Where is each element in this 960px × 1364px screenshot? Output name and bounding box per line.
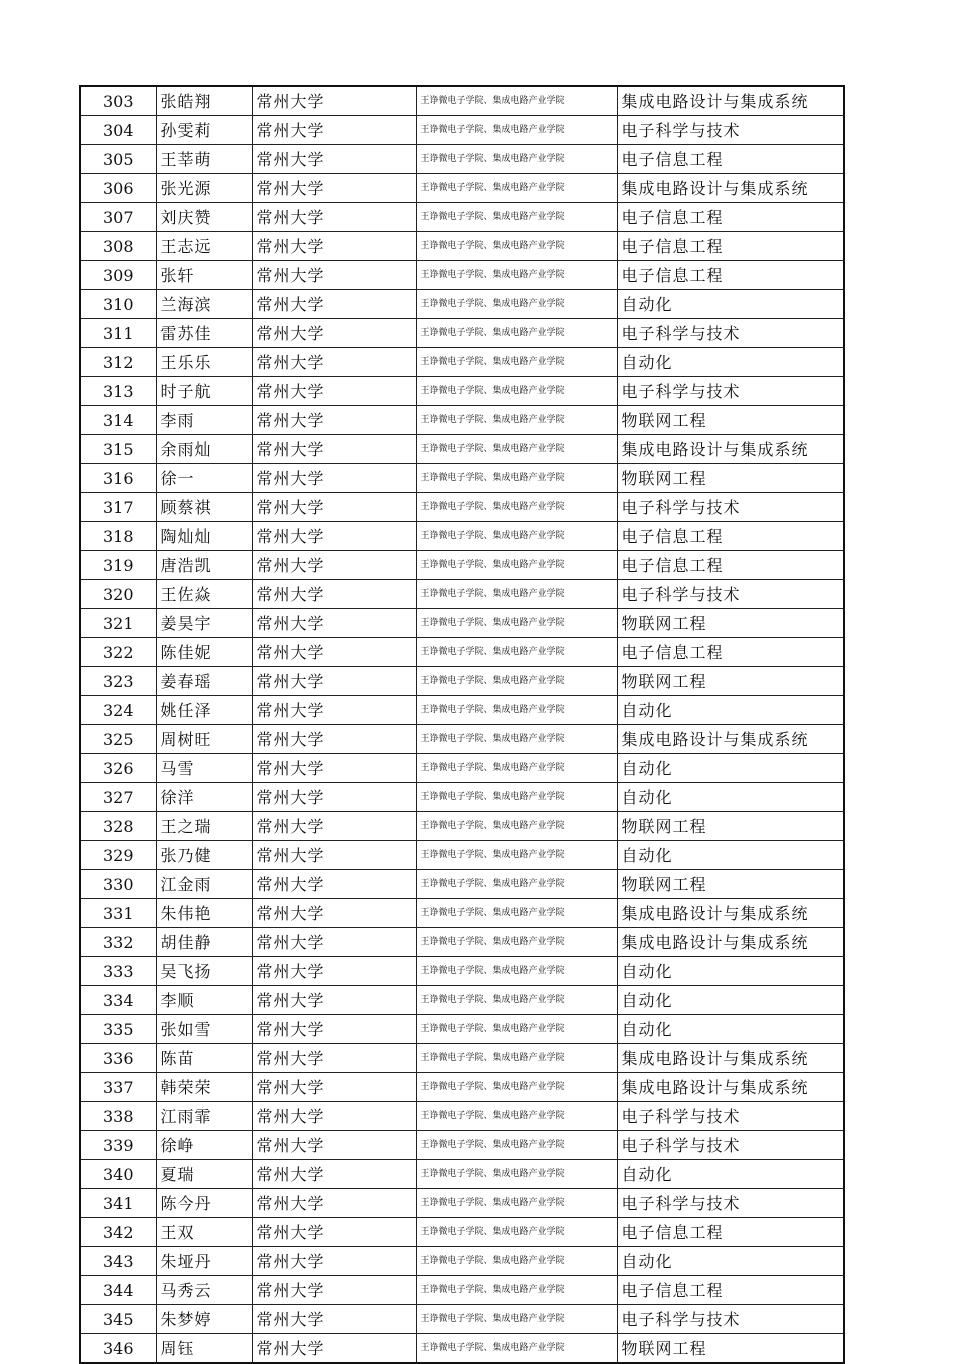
college-cell: 王诤微电子学院、集成电路产业学院 <box>416 1189 617 1218</box>
table-row <box>80 1102 844 1131</box>
table-row <box>80 1015 844 1044</box>
student-name-cell: 陈今丹 <box>156 1189 252 1218</box>
table-row <box>80 725 844 754</box>
student-name-cell: 孙雯莉 <box>156 116 252 145</box>
major-cell: 电子科学与技术 <box>617 319 844 348</box>
table-row <box>80 232 844 261</box>
student-name-cell: 陈苗 <box>156 1044 252 1073</box>
student-name-cell: 吴飞扬 <box>156 957 252 986</box>
university-cell: 常州大学 <box>252 1044 416 1073</box>
table-row <box>80 580 844 609</box>
major-cell: 集成电路设计与集成系统 <box>617 1073 844 1102</box>
university-cell: 常州大学 <box>252 145 416 174</box>
major-cell: 电子信息工程 <box>617 145 844 174</box>
student-name-cell: 陶灿灿 <box>156 522 252 551</box>
college-cell: 王诤微电子学院、集成电路产业学院 <box>416 1276 617 1305</box>
college-cell: 王诤微电子学院、集成电路产业学院 <box>416 957 617 986</box>
table-row <box>80 1276 844 1305</box>
college-cell: 王诤微电子学院、集成电路产业学院 <box>416 377 617 406</box>
major-cell: 自动化 <box>617 1247 844 1276</box>
college-cell: 王诤微电子学院、集成电路产业学院 <box>416 1305 617 1334</box>
student-name-cell: 张光源 <box>156 174 252 203</box>
university-cell: 常州大学 <box>252 841 416 870</box>
row-number-cell: 315 <box>80 435 156 464</box>
major-cell: 集成电路设计与集成系统 <box>617 435 844 464</box>
college-cell: 王诤微电子学院、集成电路产业学院 <box>416 232 617 261</box>
table-row <box>80 1189 844 1218</box>
college-cell: 王诤微电子学院、集成电路产业学院 <box>416 116 617 145</box>
student-name-cell: 马雪 <box>156 754 252 783</box>
row-number-cell: 344 <box>80 1276 156 1305</box>
university-cell: 常州大学 <box>252 86 416 116</box>
student-name-cell: 兰海滨 <box>156 290 252 319</box>
college-cell: 王诤微电子学院、集成电路产业学院 <box>416 493 617 522</box>
major-cell: 自动化 <box>617 986 844 1015</box>
major-cell: 集成电路设计与集成系统 <box>617 1044 844 1073</box>
table-row <box>80 783 844 812</box>
table-row <box>80 1218 844 1247</box>
college-cell: 王诤微电子学院、集成电路产业学院 <box>416 522 617 551</box>
row-number-cell: 311 <box>80 319 156 348</box>
student-name-cell: 王双 <box>156 1218 252 1247</box>
college-cell: 王诤微电子学院、集成电路产业学院 <box>416 696 617 725</box>
university-cell: 常州大学 <box>252 667 416 696</box>
university-cell: 常州大学 <box>252 986 416 1015</box>
university-cell: 常州大学 <box>252 1334 416 1364</box>
row-number-cell: 320 <box>80 580 156 609</box>
major-cell: 自动化 <box>617 754 844 783</box>
major-cell: 物联网工程 <box>617 667 844 696</box>
major-cell: 电子信息工程 <box>617 551 844 580</box>
major-cell: 集成电路设计与集成系统 <box>617 174 844 203</box>
major-cell: 电子信息工程 <box>617 232 844 261</box>
table-row <box>80 841 844 870</box>
university-cell: 常州大学 <box>252 406 416 435</box>
row-number-cell: 326 <box>80 754 156 783</box>
row-number-cell: 330 <box>80 870 156 899</box>
major-cell: 电子科学与技术 <box>617 1131 844 1160</box>
row-number-cell: 323 <box>80 667 156 696</box>
student-name-cell: 李顺 <box>156 986 252 1015</box>
student-name-cell: 朱梦婷 <box>156 1305 252 1334</box>
college-cell: 王诤微电子学院、集成电路产业学院 <box>416 1160 617 1189</box>
table-row <box>80 609 844 638</box>
student-name-cell: 周树旺 <box>156 725 252 754</box>
table-row <box>80 1044 844 1073</box>
university-cell: 常州大学 <box>252 1102 416 1131</box>
table-row <box>80 1073 844 1102</box>
row-number-cell: 303 <box>80 86 156 116</box>
table-row <box>80 406 844 435</box>
table-row <box>80 638 844 667</box>
university-cell: 常州大学 <box>252 696 416 725</box>
student-name-cell: 马秀云 <box>156 1276 252 1305</box>
major-cell: 电子科学与技术 <box>617 116 844 145</box>
student-name-cell: 朱伟艳 <box>156 899 252 928</box>
college-cell: 王诤微电子学院、集成电路产业学院 <box>416 928 617 957</box>
student-name-cell: 王之瑞 <box>156 812 252 841</box>
college-cell: 王诤微电子学院、集成电路产业学院 <box>416 1247 617 1276</box>
table-row <box>80 899 844 928</box>
university-cell: 常州大学 <box>252 203 416 232</box>
major-cell: 电子信息工程 <box>617 261 844 290</box>
table-row <box>80 377 844 406</box>
table-row <box>80 928 844 957</box>
table-row <box>80 812 844 841</box>
row-number-cell: 336 <box>80 1044 156 1073</box>
row-number-cell: 341 <box>80 1189 156 1218</box>
row-number-cell: 332 <box>80 928 156 957</box>
college-cell: 王诤微电子学院、集成电路产业学院 <box>416 841 617 870</box>
university-cell: 常州大学 <box>252 174 416 203</box>
table-row <box>80 1334 844 1364</box>
row-number-cell: 325 <box>80 725 156 754</box>
student-name-cell: 徐峥 <box>156 1131 252 1160</box>
university-cell: 常州大学 <box>252 435 416 464</box>
university-cell: 常州大学 <box>252 522 416 551</box>
table-row <box>80 261 844 290</box>
row-number-cell: 314 <box>80 406 156 435</box>
row-number-cell: 327 <box>80 783 156 812</box>
table-row <box>80 464 844 493</box>
university-cell: 常州大学 <box>252 928 416 957</box>
college-cell: 王诤微电子学院、集成电路产业学院 <box>416 145 617 174</box>
college-cell: 王诤微电子学院、集成电路产业学院 <box>416 406 617 435</box>
university-cell: 常州大学 <box>252 319 416 348</box>
student-name-cell: 姚任泽 <box>156 696 252 725</box>
row-number-cell: 307 <box>80 203 156 232</box>
student-name-cell: 雷苏佳 <box>156 319 252 348</box>
university-cell: 常州大学 <box>252 1160 416 1189</box>
student-name-cell: 唐浩凯 <box>156 551 252 580</box>
university-cell: 常州大学 <box>252 261 416 290</box>
student-name-cell: 姜春瑶 <box>156 667 252 696</box>
major-cell: 物联网工程 <box>617 406 844 435</box>
college-cell: 王诤微电子学院、集成电路产业学院 <box>416 261 617 290</box>
university-cell: 常州大学 <box>252 783 416 812</box>
university-cell: 常州大学 <box>252 232 416 261</box>
university-cell: 常州大学 <box>252 1015 416 1044</box>
row-number-cell: 338 <box>80 1102 156 1131</box>
student-name-cell: 江金雨 <box>156 870 252 899</box>
university-cell: 常州大学 <box>252 377 416 406</box>
university-cell: 常州大学 <box>252 1305 416 1334</box>
row-number-cell: 343 <box>80 1247 156 1276</box>
table-row <box>80 203 844 232</box>
university-cell: 常州大学 <box>252 290 416 319</box>
table-row <box>80 870 844 899</box>
major-cell: 物联网工程 <box>617 609 844 638</box>
student-name-cell: 张如雪 <box>156 1015 252 1044</box>
row-number-cell: 342 <box>80 1218 156 1247</box>
university-cell: 常州大学 <box>252 551 416 580</box>
major-cell: 自动化 <box>617 348 844 377</box>
row-number-cell: 319 <box>80 551 156 580</box>
university-cell: 常州大学 <box>252 116 416 145</box>
table-row <box>80 551 844 580</box>
university-cell: 常州大学 <box>252 957 416 986</box>
college-cell: 王诤微电子学院、集成电路产业学院 <box>416 174 617 203</box>
table-row <box>80 986 844 1015</box>
university-cell: 常州大学 <box>252 1218 416 1247</box>
student-name-cell: 王志远 <box>156 232 252 261</box>
college-cell: 王诤微电子学院、集成电路产业学院 <box>416 899 617 928</box>
university-cell: 常州大学 <box>252 1276 416 1305</box>
university-cell: 常州大学 <box>252 580 416 609</box>
student-name-cell: 朱垭丹 <box>156 1247 252 1276</box>
student-name-cell: 夏瑞 <box>156 1160 252 1189</box>
table-row <box>80 754 844 783</box>
major-cell: 物联网工程 <box>617 1334 844 1364</box>
college-cell: 王诤微电子学院、集成电路产业学院 <box>416 1334 617 1364</box>
major-cell: 自动化 <box>617 696 844 725</box>
college-cell: 王诤微电子学院、集成电路产业学院 <box>416 667 617 696</box>
college-cell: 王诤微电子学院、集成电路产业学院 <box>416 870 617 899</box>
table-row <box>80 348 844 377</box>
row-number-cell: 321 <box>80 609 156 638</box>
major-cell: 电子信息工程 <box>617 1218 844 1247</box>
university-cell: 常州大学 <box>252 1073 416 1102</box>
major-cell: 电子信息工程 <box>617 638 844 667</box>
row-number-cell: 337 <box>80 1073 156 1102</box>
university-cell: 常州大学 <box>252 493 416 522</box>
major-cell: 电子科学与技术 <box>617 1305 844 1334</box>
university-cell: 常州大学 <box>252 1131 416 1160</box>
college-cell: 王诤微电子学院、集成电路产业学院 <box>416 1015 617 1044</box>
major-cell: 集成电路设计与集成系统 <box>617 86 844 116</box>
college-cell: 王诤微电子学院、集成电路产业学院 <box>416 986 617 1015</box>
table-row <box>80 1160 844 1189</box>
row-number-cell: 328 <box>80 812 156 841</box>
college-cell: 王诤微电子学院、集成电路产业学院 <box>416 812 617 841</box>
row-number-cell: 335 <box>80 1015 156 1044</box>
college-cell: 王诤微电子学院、集成电路产业学院 <box>416 1073 617 1102</box>
row-number-cell: 333 <box>80 957 156 986</box>
major-cell: 自动化 <box>617 783 844 812</box>
university-cell: 常州大学 <box>252 899 416 928</box>
college-cell: 王诤微电子学院、集成电路产业学院 <box>416 1102 617 1131</box>
table-row <box>80 174 844 203</box>
university-cell: 常州大学 <box>252 1189 416 1218</box>
major-cell: 电子科学与技术 <box>617 580 844 609</box>
major-cell: 物联网工程 <box>617 464 844 493</box>
row-number-cell: 313 <box>80 377 156 406</box>
row-number-cell: 309 <box>80 261 156 290</box>
row-number-cell: 317 <box>80 493 156 522</box>
table-row <box>80 1131 844 1160</box>
major-cell: 自动化 <box>617 841 844 870</box>
student-name-cell: 周钰 <box>156 1334 252 1364</box>
row-number-cell: 324 <box>80 696 156 725</box>
major-cell: 物联网工程 <box>617 812 844 841</box>
college-cell: 王诤微电子学院、集成电路产业学院 <box>416 783 617 812</box>
student-name-cell: 张轩 <box>156 261 252 290</box>
major-cell: 自动化 <box>617 1160 844 1189</box>
student-name-cell: 张乃健 <box>156 841 252 870</box>
table-body <box>80 86 844 1363</box>
row-number-cell: 345 <box>80 1305 156 1334</box>
table-row <box>80 1305 844 1334</box>
student-name-cell: 胡佳静 <box>156 928 252 957</box>
student-list-table <box>79 85 845 1364</box>
row-number-cell: 329 <box>80 841 156 870</box>
student-name-cell: 徐一 <box>156 464 252 493</box>
row-number-cell: 312 <box>80 348 156 377</box>
table-row <box>80 957 844 986</box>
row-number-cell: 339 <box>80 1131 156 1160</box>
university-cell: 常州大学 <box>252 609 416 638</box>
major-cell: 电子科学与技术 <box>617 493 844 522</box>
university-cell: 常州大学 <box>252 812 416 841</box>
college-cell: 王诤微电子学院、集成电路产业学院 <box>416 464 617 493</box>
row-number-cell: 334 <box>80 986 156 1015</box>
major-cell: 集成电路设计与集成系统 <box>617 928 844 957</box>
college-cell: 王诤微电子学院、集成电路产业学院 <box>416 1131 617 1160</box>
university-cell: 常州大学 <box>252 725 416 754</box>
student-name-cell: 顾蔡祺 <box>156 493 252 522</box>
row-number-cell: 316 <box>80 464 156 493</box>
table-row <box>80 667 844 696</box>
table-row <box>80 435 844 464</box>
major-cell: 电子科学与技术 <box>617 377 844 406</box>
college-cell: 王诤微电子学院、集成电路产业学院 <box>416 86 617 116</box>
student-name-cell: 王乐乐 <box>156 348 252 377</box>
student-name-cell: 时子航 <box>156 377 252 406</box>
college-cell: 王诤微电子学院、集成电路产业学院 <box>416 551 617 580</box>
student-name-cell: 王莘萌 <box>156 145 252 174</box>
row-number-cell: 346 <box>80 1334 156 1364</box>
student-name-cell: 韩荣荣 <box>156 1073 252 1102</box>
university-cell: 常州大学 <box>252 870 416 899</box>
major-cell: 电子信息工程 <box>617 522 844 551</box>
university-cell: 常州大学 <box>252 754 416 783</box>
table-row <box>80 696 844 725</box>
major-cell: 自动化 <box>617 1015 844 1044</box>
college-cell: 王诤微电子学院、集成电路产业学院 <box>416 1044 617 1073</box>
row-number-cell: 306 <box>80 174 156 203</box>
college-cell: 王诤微电子学院、集成电路产业学院 <box>416 725 617 754</box>
student-name-cell: 陈佳妮 <box>156 638 252 667</box>
major-cell: 自动化 <box>617 290 844 319</box>
student-name-cell: 徐洋 <box>156 783 252 812</box>
row-number-cell: 304 <box>80 116 156 145</box>
student-name-cell: 王佐焱 <box>156 580 252 609</box>
university-cell: 常州大学 <box>252 1247 416 1276</box>
college-cell: 王诤微电子学院、集成电路产业学院 <box>416 348 617 377</box>
major-cell: 电子科学与技术 <box>617 1189 844 1218</box>
row-number-cell: 331 <box>80 899 156 928</box>
student-name-cell: 余雨灿 <box>156 435 252 464</box>
table-row <box>80 116 844 145</box>
major-cell: 物联网工程 <box>617 870 844 899</box>
table-row <box>80 493 844 522</box>
row-number-cell: 305 <box>80 145 156 174</box>
student-name-cell: 姜昊宇 <box>156 609 252 638</box>
student-list-table-container <box>79 85 843 1364</box>
college-cell: 王诤微电子学院、集成电路产业学院 <box>416 609 617 638</box>
student-name-cell: 刘庆赞 <box>156 203 252 232</box>
table-row <box>80 290 844 319</box>
table-row <box>80 522 844 551</box>
row-number-cell: 340 <box>80 1160 156 1189</box>
row-number-cell: 318 <box>80 522 156 551</box>
college-cell: 王诤微电子学院、集成电路产业学院 <box>416 319 617 348</box>
major-cell: 电子信息工程 <box>617 1276 844 1305</box>
college-cell: 王诤微电子学院、集成电路产业学院 <box>416 638 617 667</box>
college-cell: 王诤微电子学院、集成电路产业学院 <box>416 754 617 783</box>
college-cell: 王诤微电子学院、集成电路产业学院 <box>416 435 617 464</box>
row-number-cell: 322 <box>80 638 156 667</box>
student-name-cell: 张皓翔 <box>156 86 252 116</box>
table-row <box>80 86 844 116</box>
college-cell: 王诤微电子学院、集成电路产业学院 <box>416 580 617 609</box>
table-row <box>80 1247 844 1276</box>
major-cell: 集成电路设计与集成系统 <box>617 899 844 928</box>
row-number-cell: 310 <box>80 290 156 319</box>
major-cell: 电子科学与技术 <box>617 1102 844 1131</box>
major-cell: 自动化 <box>617 957 844 986</box>
college-cell: 王诤微电子学院、集成电路产业学院 <box>416 290 617 319</box>
student-name-cell: 李雨 <box>156 406 252 435</box>
student-name-cell: 江雨霏 <box>156 1102 252 1131</box>
university-cell: 常州大学 <box>252 348 416 377</box>
university-cell: 常州大学 <box>252 638 416 667</box>
college-cell: 王诤微电子学院、集成电路产业学院 <box>416 1218 617 1247</box>
major-cell: 集成电路设计与集成系统 <box>617 725 844 754</box>
row-number-cell: 308 <box>80 232 156 261</box>
college-cell: 王诤微电子学院、集成电路产业学院 <box>416 203 617 232</box>
table-row <box>80 319 844 348</box>
university-cell: 常州大学 <box>252 464 416 493</box>
major-cell: 电子信息工程 <box>617 203 844 232</box>
table-row <box>80 145 844 174</box>
